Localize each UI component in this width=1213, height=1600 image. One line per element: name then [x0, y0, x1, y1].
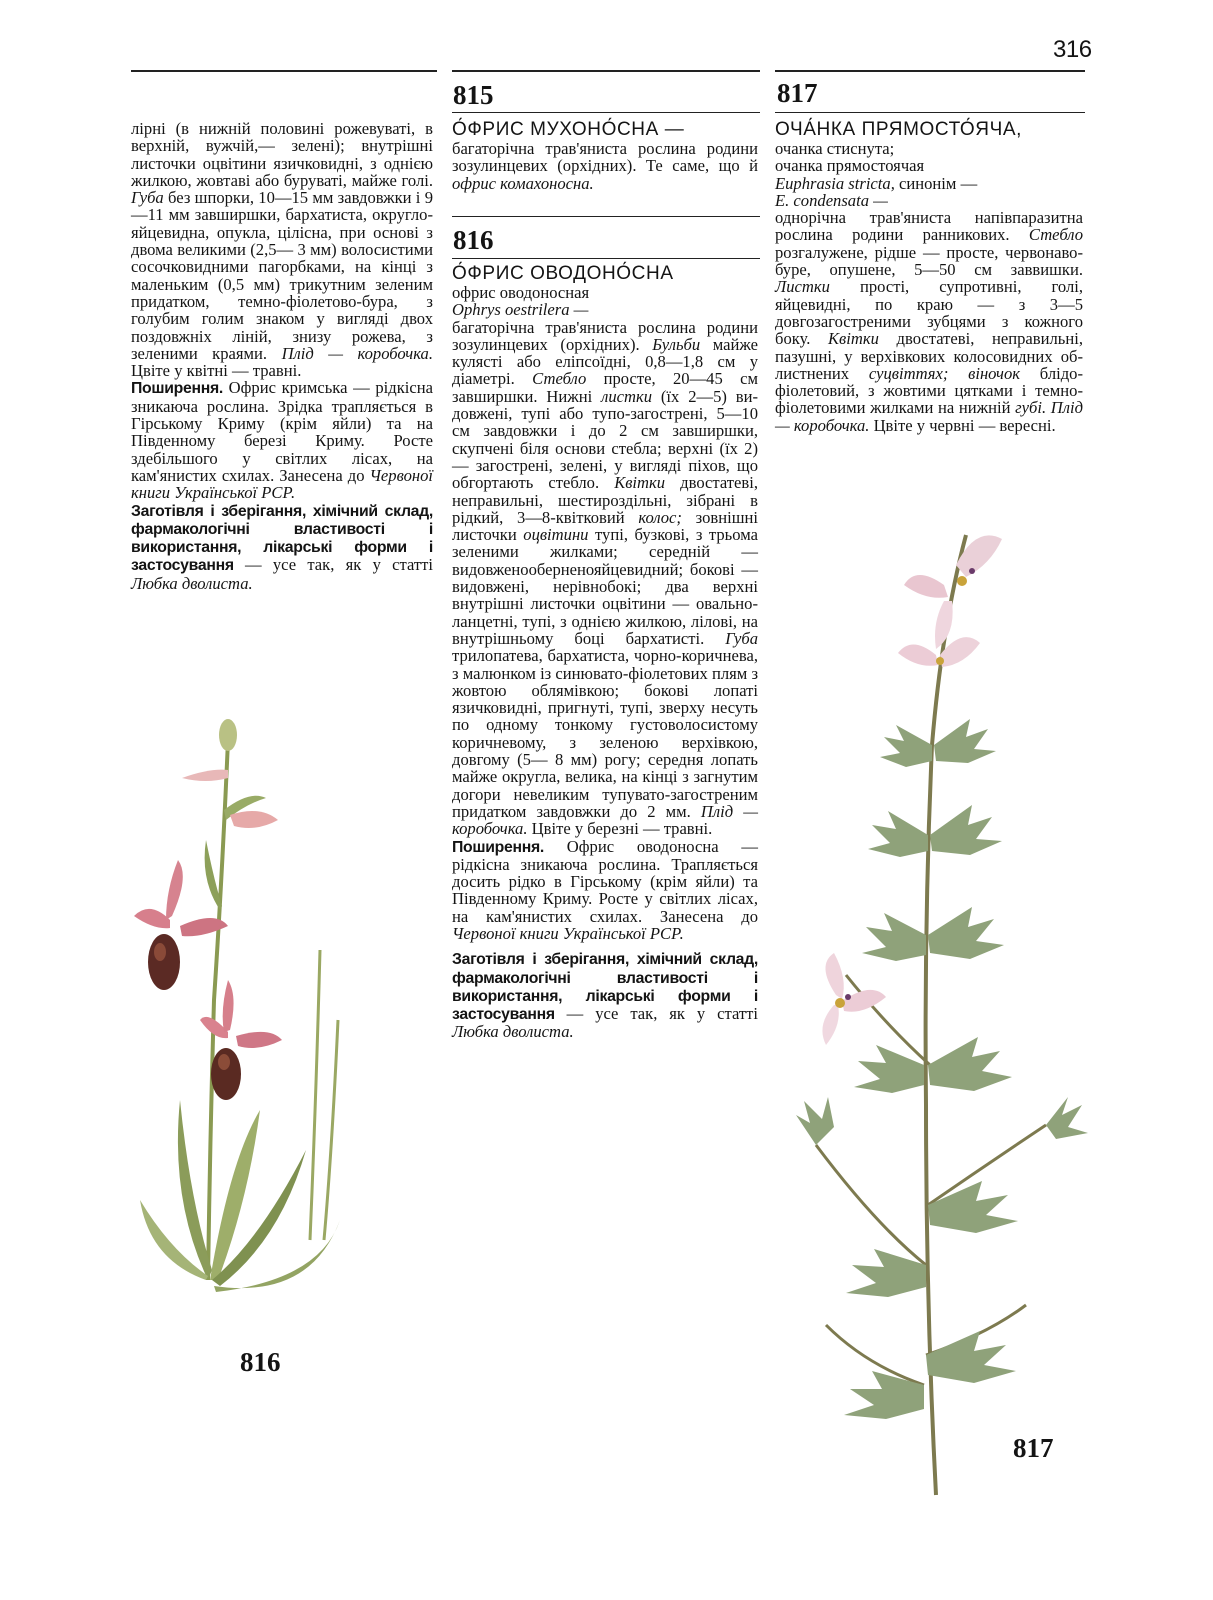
spread-label: Поширення.	[131, 380, 224, 398]
text: Цвіте у червні — вересні.	[869, 415, 1056, 435]
entry-number-816: 816	[453, 225, 494, 255]
left-continuation-paragraph	[131, 120, 433, 379]
entry-817	[775, 120, 1083, 434]
text: розгалужене, рідше — просте, червонаво-буре, опушене, 5—50 см заввишки.	[775, 242, 1083, 280]
entry-815	[452, 120, 758, 192]
term: Листки	[775, 277, 830, 297]
top-rule-left	[131, 70, 437, 72]
entry-816-description	[452, 319, 758, 838]
term: Губа	[725, 628, 758, 648]
entry-816-prep	[452, 950, 758, 1040]
rule-815-bottom	[452, 112, 760, 113]
left-column	[131, 120, 433, 592]
latin-name: Euphrasia stricta,	[775, 173, 895, 193]
prep-label: Заготівля і зберігання, хімічний склад, фармакологічні властивості і використання, лікарські форми і застосування	[452, 951, 758, 1024]
entry-816-title: О́ФРИС ОВОДОНО́СНА	[452, 263, 674, 284]
text: Цвіте у березні — травні.	[527, 819, 713, 839]
term: Квітки	[828, 329, 879, 349]
continuation-text: лірні (в нижній половині рожевуваті, в верхній, вужчій,— зелені); внутрішні листочки оцвітини язичковидні, з однією жилкою, жовтаві або буруваті, майже голі.	[131, 119, 433, 190]
guba-text: без шпорки, 10—15 мм завдовжки і 9—11 мм завширшки, бархатиста, округло-яйцевидна, опукла, цілісна, при основі з двома великими (2,5— 3 мм) волосистими сосочковидними пагорбками, на кінці з маленьким (0,5 мм) трикутним зеленим придатком, темно-фіолетово-бура, з голубим голим знаком у вигляді двох поздовжніх ліній, знизу рожева, з зеленими краями.	[131, 188, 433, 363]
bloom-text: Цвіте у квітні — травні.	[131, 361, 302, 381]
euphrasia-illustration	[776, 505, 1096, 1505]
spread-text: Офрис кримська — рідкісна зникаюча рослина. Зрідка трапляється в Гірському Криму (крім яйли) та на Південному березі Криму. Росте здебільшого у світлих лісах, на кам'янистих схилах. Занесена до	[131, 378, 433, 485]
prep-ref: Любка дволиста.	[131, 573, 253, 593]
term: Стебло	[1028, 225, 1083, 245]
entry-817-synonym-ua: очанка стиснута;	[775, 139, 895, 158]
guba-term: Губа	[131, 188, 164, 208]
term: Плід — коробочка.	[452, 801, 758, 839]
term: Стебло	[532, 369, 587, 389]
prep-text: — усе так, як у статті	[554, 1004, 758, 1024]
text: майже кулясті або еліпсоїдні, 0,8—1,8 см у діаметрі.	[452, 334, 758, 389]
text: багаторічна трав'яниста рослина родини зозулинцевих (орхідних).	[452, 317, 758, 354]
figure-label-817: 817	[1013, 1433, 1054, 1463]
entry-815-ref: офрис комахоносна.	[452, 173, 594, 193]
text: трилопатева, бархатиста, чорно-коричнева, з малюнком із синювато-фіолетових плям з жовтою облямівкою; бокові лопаті язичковидні, пригнуті, тупі, зверху несуть по одному тонкому густоволосистому коричневому, з зеленою верхівкою, довгому (5— 8 мм) рогу; середня лопать майже округла, велика, на кінці з загнутим догори невеликим тупувато-загостреним придатком завдовжки до 2 мм.	[452, 646, 758, 821]
euphrasia-flower-lower	[822, 953, 886, 1045]
left-spread-paragraph	[131, 379, 433, 501]
term: губі.	[1015, 398, 1047, 418]
entry-815-body: багаторічна трав'яниста рослина родини зозулинцевих (орхідних). Те саме, що й	[452, 139, 758, 176]
prep-label: Заготівля і зберігання, хімічний склад, фармакологічні властивості і використання, лікарські форми і застосування	[131, 502, 433, 575]
entry-number-815: 815	[453, 80, 494, 110]
term: суцвіттях; віночок	[868, 363, 1021, 383]
term: оцвітини	[523, 525, 589, 545]
red-book-ref: Червоної книги Української РСР.	[131, 465, 433, 503]
text: блідо-фіолетовий, з жовтими цятками і темно-фіолетовими жилками на нижній	[775, 363, 1083, 418]
entry-816-russian-name: офрис оводоносная	[452, 283, 590, 302]
term: Бульби	[652, 334, 701, 354]
top-rule-right	[775, 70, 1085, 72]
entry-817-title: ОЧА́НКА ПРЯМОСТО́ЯЧА,	[775, 119, 1023, 140]
entry-816	[452, 264, 758, 1041]
entry-815-text	[452, 140, 758, 192]
text: двостатеві, неправильні, шестироздільні, зібрані в рідкий, 3—8-квітковий	[452, 473, 758, 527]
text: прості, супротивні, голі, яйцевидні, по краю — з 3—5 довгозагостреними зубцями з кожного боку.	[775, 277, 1083, 349]
rule-816-bottom	[452, 258, 760, 259]
entry-816-latin-name: Ophrys oestrilera —	[452, 300, 589, 320]
spread-label: Поширення.	[452, 838, 545, 856]
prep-text: — усе так, як у статті	[233, 555, 433, 575]
text: однорічна трав'яниста напівпаразитна рослина родини ранникових.	[775, 208, 1083, 245]
rule-816-top	[452, 216, 760, 217]
spread-text: Офрис оводоносна — рідкісна зникаюча рослина. Трапляється досить рідко в Гірському (крім яйли) та Південному Криму. Росте у світлих лісах, на кам'янистих схилах. Занесена до	[452, 836, 758, 926]
entry-816-spread	[452, 838, 758, 943]
text: зовнішні листочки	[452, 507, 759, 545]
term: Квітки	[614, 473, 666, 493]
term: листки	[601, 386, 653, 406]
text: тупі, бузкові, з трьома зеленими жилками; середній — видовженооберненояйцевидний; бокові — видовжені, нерівнобокі; два верхні внутрішні листочки оцвітини — овально-ланцетні, тупі, з однією жилкою, лілові, на внутрішньому боці бархатисті.	[452, 525, 758, 648]
orchid-illustration	[110, 680, 440, 1400]
text: двостатеві, неправильні, пазушні, у верхівкових колосовидних облистнених	[775, 329, 1083, 383]
figure-label-816: 816	[240, 1347, 281, 1377]
synonym-label: синонім —	[894, 173, 978, 193]
red-book-ref: Червоної книги Української РСР.	[452, 923, 684, 943]
text: просте, 20—45 см завширшки. Нижні	[452, 369, 758, 406]
entry-number-817: 817	[777, 78, 818, 108]
top-rule-middle	[452, 70, 760, 72]
rule-817-bottom	[775, 112, 1085, 113]
term: колос;	[638, 507, 682, 527]
page-number: 316	[1053, 36, 1092, 63]
text: (їх 2—5) видовжені, тупі або тупо-загострені, 5—10 см завдовжки і до 2 см завширшки, скупчені біля основи стебла; верхні (їх 2) — загострені, зелені, у вигляді піхов, що обгортають стебло.	[452, 386, 759, 493]
term: Плід — коробочка.	[775, 398, 1083, 435]
left-prep-paragraph	[131, 502, 433, 592]
entry-817-description	[775, 209, 1083, 434]
entry-817-latin-synonym: E. condensata —	[775, 190, 888, 210]
prep-ref: Любка дволиста.	[452, 1022, 574, 1042]
entry-817-latin-line	[775, 175, 1083, 192]
entry-817-russian-name: очанка прямостоячая	[775, 156, 925, 176]
entry-815-title: О́ФРИС МУХОНО́СНА —	[452, 119, 685, 140]
plid-text: Плід — коробочка.	[281, 343, 433, 363]
